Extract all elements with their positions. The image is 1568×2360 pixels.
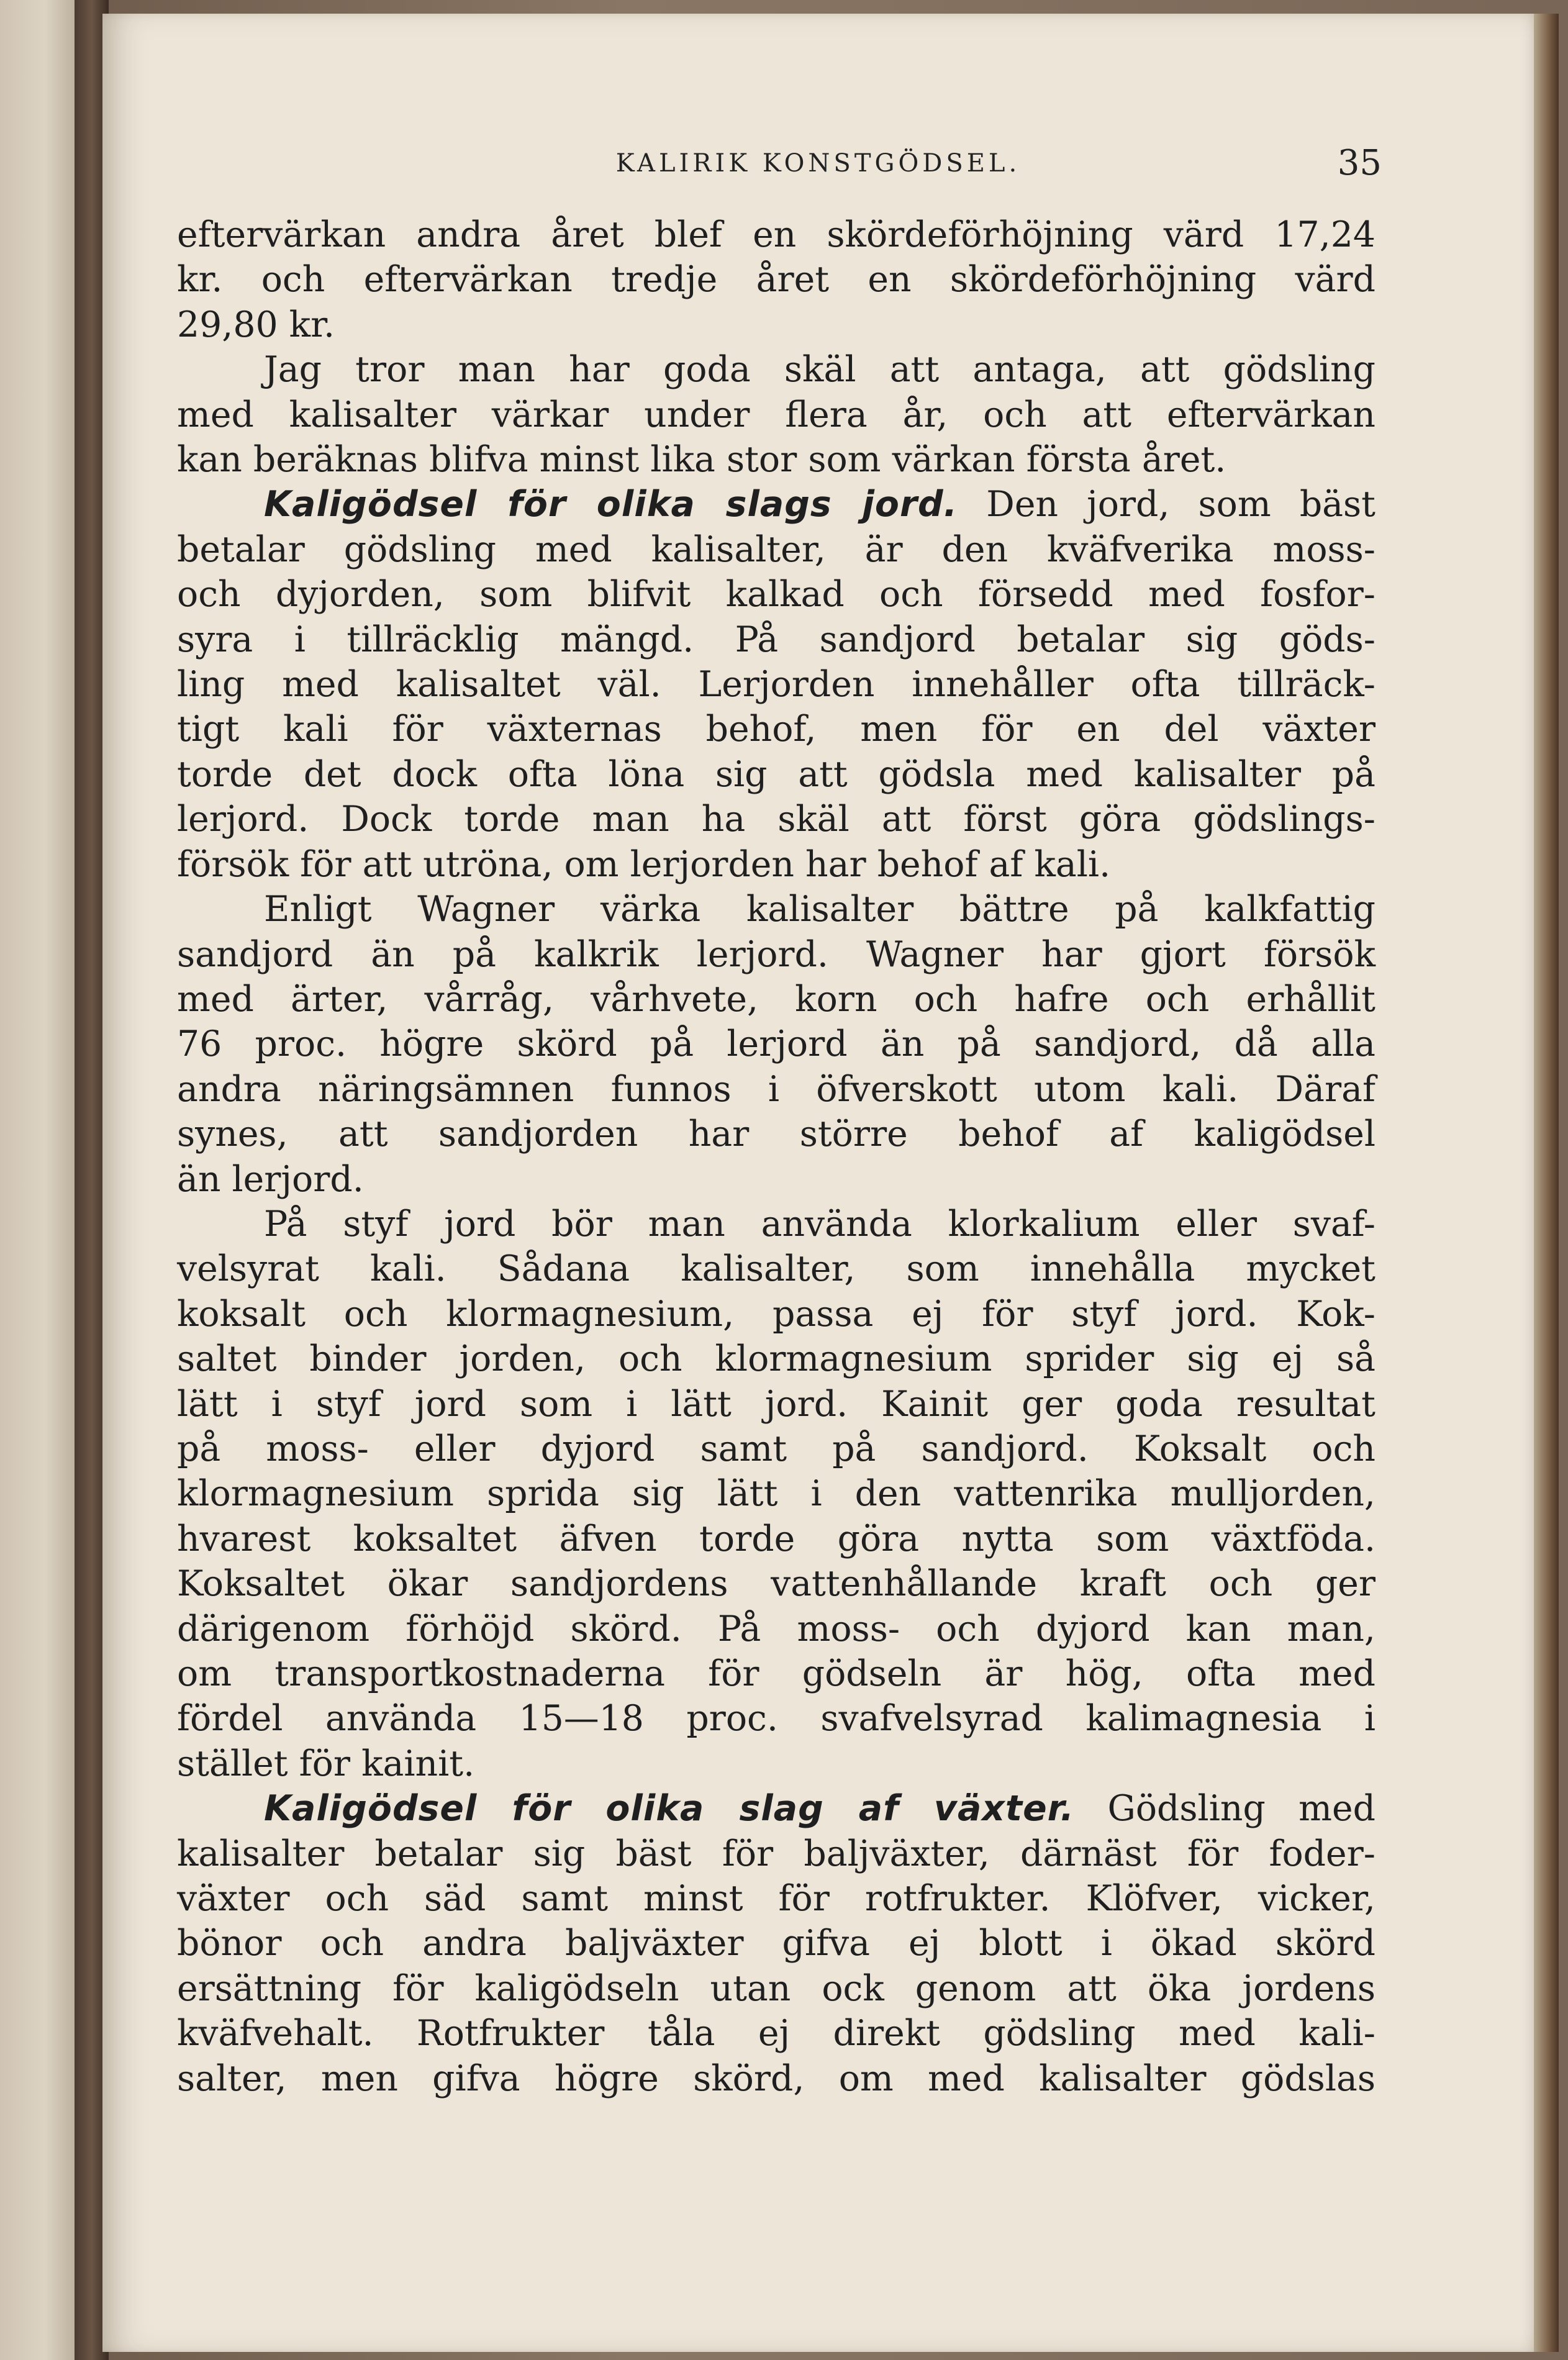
line-text: med kalisalter värkar under flera år, och att eftervärkan (177, 394, 1375, 435)
line-text: ersättning för kaligödseln utan ock genom att öka jordens (177, 1967, 1375, 2009)
line-text: och dyjorden, som blifvit kalkad och försedd med fosfor- (177, 574, 1375, 615)
text-line (177, 752, 1375, 797)
line-text: kr. och eftervärkan tredje året en skördeförhöjning värd (177, 259, 1375, 301)
text-line (177, 977, 1375, 1022)
text-line (177, 932, 1375, 977)
text-line (177, 1427, 1375, 1471)
text-line (177, 842, 1375, 887)
text-line (177, 347, 1375, 392)
text-line (177, 1561, 1375, 1606)
line-text: Jag tror man har goda skäl att antaga, att gödsling (264, 349, 1375, 391)
line-text: Den jord, som bäst (958, 484, 1376, 525)
book-page (102, 14, 1534, 2352)
line-text: än lerjord. (177, 1158, 364, 1200)
text-line (177, 1831, 1375, 1876)
text-line (177, 797, 1375, 842)
line-text: hvarest koksaltet äfven torde göra nytta som växtföda. (177, 1518, 1375, 1559)
line-text: saltet binder jorden, och klormagnesium sprider sig ej så (177, 1338, 1375, 1380)
running-head-title: KALIRIK KONSTGÖDSEL. (615, 149, 1021, 178)
line-text: betalar gödsling med kalisalter, är den kväfverika moss- (177, 529, 1375, 570)
section-heading: Kaligödsel för olika slags jord. (264, 484, 958, 525)
text-line (177, 1067, 1375, 1112)
text-line (177, 257, 1375, 302)
line-text: sandjord än på kalkrik lerjord. Wagner har gjort försök (177, 933, 1375, 975)
line-text: om transportkostnaderna för gödseln är hög, ofta med (177, 1653, 1375, 1694)
text-line (177, 1876, 1375, 1921)
line-text: kan beräknas blifva minst lika stor som värkan första året. (177, 439, 1226, 481)
line-text: 29,80 kr. (177, 304, 335, 345)
text-line (177, 1382, 1375, 1427)
running-head (102, 143, 1534, 183)
previous-page-edge (0, 0, 77, 2360)
section-heading: Kaligödsel för olika slag af växter. (264, 1788, 1075, 1830)
page-edge-shadow (1534, 14, 1559, 2352)
line-text: lätt i styf jord som i lätt jord. Kainit ger goda resultat (177, 1383, 1375, 1425)
line-text: fördel använda 15—18 proc. svafvelsyrad kalimagnesia i (177, 1698, 1375, 1740)
line-text: Enligt Wagner värka kalisalter bättre på kalkfattig (264, 889, 1375, 930)
line-text: andra näringsämnen funnos i öfverskott utom kali. Däraf (177, 1068, 1375, 1110)
text-line (177, 887, 1375, 932)
text-line (177, 1607, 1375, 1651)
text-line (177, 1292, 1375, 1337)
text-line (177, 662, 1375, 707)
line-text: På styf jord bör man använda klorkalium eller svaf- (264, 1203, 1375, 1245)
line-text: klormagnesium sprida sig lätt i den vattenrika mulljorden, (177, 1473, 1375, 1515)
line-text: med ärter, vårråg, vårhvete, korn och hafre och erhållit (177, 978, 1375, 1020)
text-line (177, 212, 1375, 257)
text-line (177, 1696, 1375, 1741)
text-line (177, 1246, 1375, 1291)
text-line (177, 707, 1375, 751)
body-text (177, 212, 1375, 2101)
text-line (177, 1741, 1375, 1786)
line-text: ling med kalisaltet väl. Lerjorden innehåller ofta tillräck- (177, 664, 1375, 706)
text-line (177, 572, 1375, 617)
text-line (177, 1337, 1375, 1381)
page-number: 35 (1337, 143, 1382, 183)
line-text: tigt kali för växternas behof, men för en del växter (177, 709, 1375, 750)
text-line (177, 302, 1375, 347)
line-text: växter och säd samt minst för rotfrukter. Klöfver, vicker, (177, 1878, 1375, 1920)
text-line (177, 1471, 1375, 1516)
line-text: lerjord. Dock torde man ha skäl att först göra gödslings- (177, 799, 1375, 840)
line-text: velsyrat kali. Sådana kalisalter, som innehålla mycket (177, 1248, 1375, 1290)
line-text: stället för kainit. (177, 1743, 475, 1784)
line-text: eftervärkan andra året blef en skördeförhöjning värd 17,24 (177, 214, 1375, 255)
text-line (177, 1202, 1375, 1246)
text-line (177, 1157, 1375, 1202)
text-line (177, 2011, 1375, 2056)
text-line (177, 2056, 1375, 2101)
text-line (177, 1966, 1375, 2011)
text-line (177, 527, 1375, 572)
line-text: syra i tillräcklig mängd. På sandjord betalar sig göds- (177, 619, 1375, 660)
line-text: kväfvehalt. Rotfrukter tåla ej direkt gödsling med kali- (177, 2013, 1375, 2054)
text-line (177, 1651, 1375, 1696)
text-line (177, 393, 1375, 437)
line-text: kalisalter betalar sig bäst för baljväxter, därnäst för foder- (177, 1833, 1375, 1874)
text-line (177, 1112, 1375, 1156)
line-text: försök för att utröna, om lerjorden har behof af kali. (177, 843, 1111, 885)
line-text: synes, att sandjorden har större behof af kaligödsel (177, 1114, 1375, 1155)
line-text: på moss- eller dyjord samt på sandjord. Koksalt och (177, 1428, 1375, 1469)
text-line (177, 1022, 1375, 1066)
line-text: torde det dock ofta löna sig att gödsla med kalisalter på (177, 753, 1375, 795)
text-line (177, 437, 1375, 482)
text-line (177, 617, 1375, 662)
line-text: bönor och andra baljväxter gifva ej blott i ökad skörd (177, 1923, 1375, 1964)
text-line (177, 482, 1375, 527)
line-text: Gödsling med (1074, 1788, 1375, 1830)
text-line (177, 1921, 1375, 1966)
line-text: Koksaltet ökar sandjordens vattenhållande kraft och ger (177, 1563, 1375, 1605)
text-line (177, 1786, 1375, 1831)
line-text: salter, men gifva högre skörd, om med kalisalter gödslas (177, 2058, 1375, 2099)
text-line (177, 1517, 1375, 1561)
line-text: koksalt och klormagnesium, passa ej för styf jord. Kok- (177, 1293, 1375, 1335)
line-text: därigenom förhöjd skörd. På moss- och dyjord kan man, (177, 1608, 1375, 1650)
line-text: 76 proc. högre skörd på lerjord än på sandjord, då alla (177, 1023, 1375, 1065)
